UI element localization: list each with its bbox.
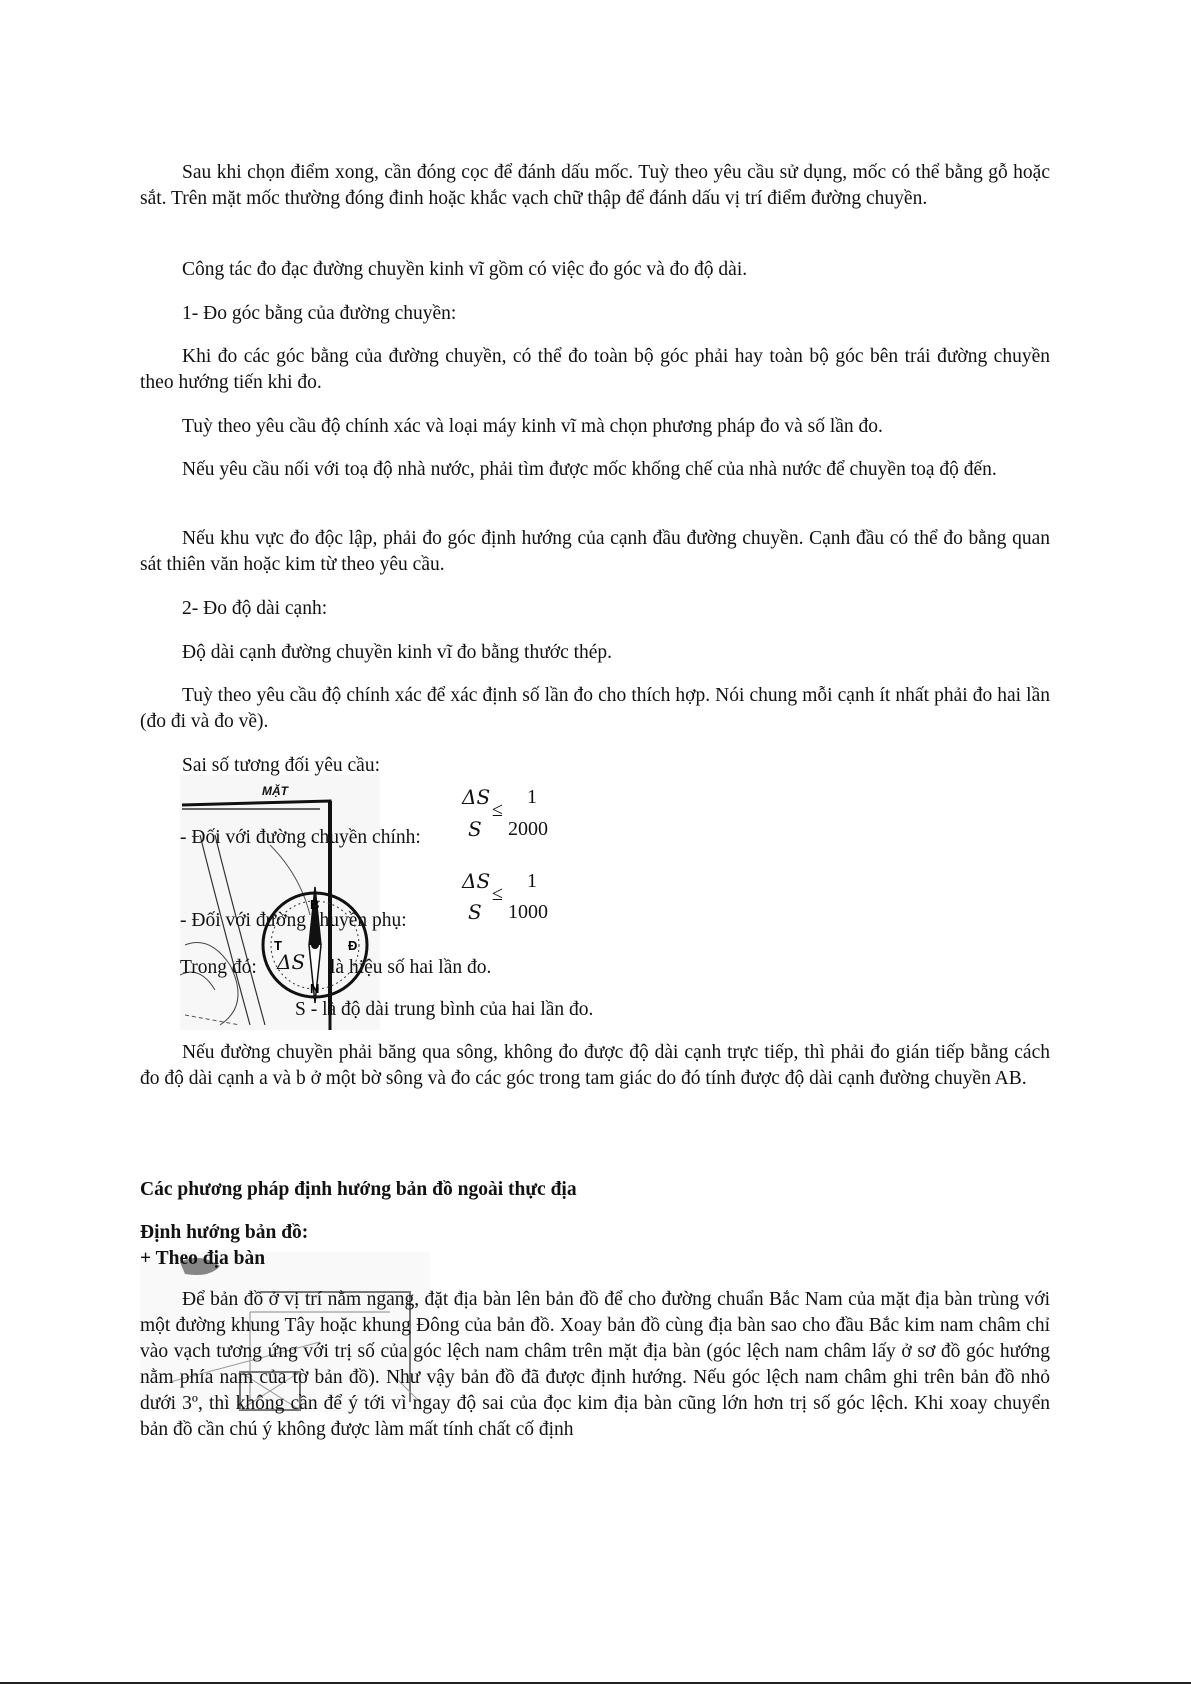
paragraph-accuracy: Tuỳ theo yêu cầu độ chính xác và loại máy kinh vĩ mà chọn phương pháp đo và số lần đo.: [182, 416, 883, 437]
formula1-numerator: ΔS: [462, 785, 491, 809]
compass-south-label: N: [310, 981, 320, 996]
section-heading: Các phương pháp định hướng bản đồ ngoài thực địa: [140, 1179, 577, 1200]
paragraph-measure-count: Tuỳ theo yêu cầu độ chính xác để xác định số lần đo cho thích hợp. Nói chung mỗi cạnh ít nhất phải đo hai lần (đo đi và đo về).: [140, 685, 1050, 732]
compass-north-label: B: [310, 897, 320, 912]
paragraph-independent-area: Nếu khu vực đo độc lập, phải đo góc định hướng của cạnh đầu đường chuyền. Cạnh đầu có thể đo bằng quan sát thiên văn hoặc kim từ theo yêu cầu.: [140, 528, 1050, 575]
where-definition-1: là hiệu số hai lần đo.: [330, 957, 492, 978]
footer-rule: [0, 1682, 1191, 1684]
paragraph-survey-work: Công tác đo đạc đường chuyền kinh vĩ gồm có việc đo góc và đo độ dài.: [182, 259, 748, 280]
paragraph-steel-tape: Độ dài cạnh đường chuyền kinh vĩ đo bằng thước thép.: [182, 642, 613, 663]
map-label: MẶT: [262, 784, 288, 798]
formula2-relation: ≤: [492, 883, 503, 905]
method-heading: + Theo địa bàn: [140, 1248, 266, 1269]
figure-background: [180, 775, 380, 1030]
paragraph-river-crossing: Nếu đường chuyền phải băng qua sông, không đo được độ dài cạnh trực tiếp, thì phải đo gián tiếp bằng cách đo độ dài cạnh a và b ở một bờ sông và đo các góc trong tam giác do đó tính được độ dài cạnh đường chuyền AB.: [140, 1042, 1050, 1089]
where-definition-2: S - là độ dài trung bình của hai lần đo.: [295, 999, 594, 1020]
formula1-relation: ≤: [492, 799, 503, 821]
paragraph-marker-setting: Sau khi chọn điểm xong, cần đóng cọc để đánh dấu mốc. Tuỳ theo yêu cầu sử dụng, mốc có thể bằng gỗ hoặc sắt. Trên mặt mốc thường đóng đinh hoặc khắc vạch chữ thập để đánh dấu vị trí điểm đường chuyền.: [140, 162, 1050, 209]
formula2-rhs-denominator: 1000: [508, 901, 548, 923]
subsection-heading: Định hướng bản đồ:: [140, 1222, 309, 1243]
formula2-rhs-numerator: 1: [527, 870, 537, 892]
formula1-rhs-numerator: 1: [527, 786, 537, 808]
compass-west-label: T: [274, 938, 282, 953]
formula1-denominator: S: [468, 817, 482, 841]
map-compass-figure: [180, 775, 380, 1030]
compass-east-label: Đ: [348, 938, 358, 953]
formula2-denominator: S: [468, 900, 482, 924]
where-delta-s: ΔS: [277, 950, 306, 974]
paragraph-angle-measure: Khi đo các góc bằng của đường chuyền, có thể đo toàn bộ góc phải hay toàn bộ góc bên trái đường chuyền theo hướng tiến khi đo.: [140, 346, 1050, 393]
paragraph-length-heading: 2- Đo độ dài cạnh:: [182, 598, 328, 619]
main-traverse-label: - Đối với đường chuyền chính:: [180, 827, 421, 848]
paragraph-angle-heading: 1- Đo góc bằng của đường chuyền:: [182, 303, 457, 324]
aux-traverse-label: - Đối với đường chuyền phụ:: [180, 910, 407, 931]
formula2-numerator: ΔS: [462, 869, 491, 893]
formula1-rhs-denominator: 2000: [508, 818, 548, 840]
paragraph-compass-orientation: Để bản đồ ở vị trí nằm ngang, đặt địa bàn lên bản đồ để cho đường chuẩn Bắc Nam của mặt địa bàn trùng với một đường khung Tây hoặc khung Đông của bản đồ. Xoay bản đồ cùng địa bàn sao cho đầu Bắc kim nam châm chỉ vào vạch tương ứng với trị số của góc lệch nam châm trên mặt địa bàn (góc lệch nam châm lấy ở sơ đồ góc hướng nằm phía nam của tờ bản đồ). Như vậy bản đồ đã được định hướng. Nếu góc lệch nam châm ghi trên bản đồ nhỏ dưới 3º, thì không cần để ý tới vì ngay độ sai của đọc kim địa bàn cũng lớn hơn trị số góc lệch. Khi xoay chuyển bản đồ cần chú ý không được làm mất tính chất cố định: [140, 1289, 1050, 1440]
where-label: Trong đó:: [180, 957, 257, 978]
paragraph-national-coords: Nếu yêu cầu nối với toạ độ nhà nước, phải tìm được mốc khống chế của nhà nước để chuyền toạ độ đến.: [182, 459, 997, 480]
paragraph-relative-error: Sai số tương đối yêu cầu:: [182, 755, 380, 776]
